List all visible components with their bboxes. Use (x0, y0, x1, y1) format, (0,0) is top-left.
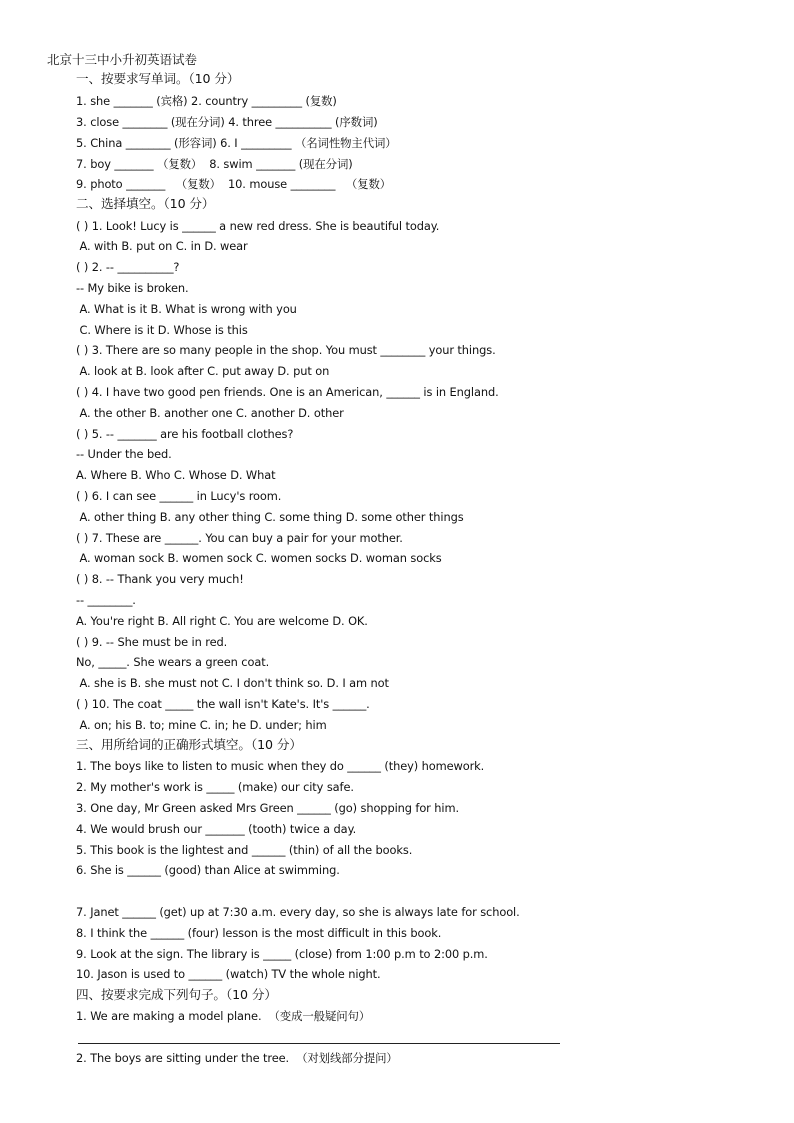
s2-line: A. What is it B. What is wrong with you (76, 302, 297, 316)
s1-row: 3. close ________ (现在分词) 4. three __________ (序数词) (76, 115, 378, 129)
s2-line: -- Under the bed. (76, 447, 172, 461)
s2-line: -- ________. (76, 593, 136, 607)
s2-line: A. she is B. she must not C. I don't think so. D. I am not (76, 676, 389, 690)
s3-line: 2. My mother's work is _____ (make) our city safe. (76, 780, 354, 794)
s2-line: A. with B. put on C. in D. wear (76, 239, 248, 253)
s3-line: 10. Jason is used to ______ (watch) TV the whole night. (76, 967, 381, 981)
exam-title: 北京十三中小升初英语试卷 (47, 52, 197, 67)
s3-line: 9. Look at the sign. The library is _____ (close) from 1:00 p.m to 2:00 p.m. (76, 947, 488, 961)
s2-line: A. look at B. look after C. put away D. put on (76, 364, 330, 378)
s2-line: ( ) 9. -- She must be in red. (76, 635, 228, 649)
s3-line: 6. She is ______ (good) than Alice at swimming. (76, 863, 340, 877)
section-3-heading: 三、用所给词的正确形式填空。（10 分） (76, 737, 302, 752)
s1-row: 9. photo _______ （复数） 10. mouse ________ （复数） (76, 177, 392, 191)
s2-line: A. woman sock B. women sock C. women socks D. woman socks (76, 551, 442, 565)
s2-line: A. You're right B. All right C. You are welcome D. OK. (76, 614, 368, 628)
s4-line: 2. The boys are sitting under the tree. （对划线部分提问） (76, 1051, 398, 1065)
s2-line: ( ) 7. These are ______. You can buy a pair for your mother. (76, 531, 403, 545)
s2-line: A. the other B. another one C. another D. other (76, 406, 344, 420)
s2-line: ( ) 1. Look! Lucy is ______ a new red dress. She is beautiful today. (76, 219, 440, 233)
s3-line: 8. I think the ______ (four) lesson is the most difficult in this book. (76, 926, 442, 940)
s3-line: 3. One day, Mr Green asked Mrs Green ______ (go) shopping for him. (76, 801, 459, 815)
section-1-heading: 一、按要求写单词。（10 分） (76, 71, 240, 86)
s2-line: ( ) 5. -- _______ are his football clothes? (76, 427, 294, 441)
s2-line: ( ) 4. I have two good pen friends. One is an American, ______ is in England. (76, 385, 499, 399)
s3-line: 1. The boys like to listen to music when they do ______ (they) homework. (76, 759, 485, 773)
s3-line: 5. This book is the lightest and ______ (thin) of all the books. (76, 843, 413, 857)
s3-line: 4. We would brush our _______ (tooth) twice a day. (76, 822, 357, 836)
s2-line: A. Where B. Who C. Whose D. What (76, 468, 276, 482)
s1-row: 1. she _______ (宾格) 2. country _________ (复数) (76, 94, 337, 108)
s2-line: ( ) 3. There are so many people in the shop. You must ________ your things. (76, 343, 496, 357)
s2-line: ( ) 8. -- Thank you very much! (76, 572, 244, 586)
section-4-heading: 四、按要求完成下列句子。（10 分） (76, 987, 277, 1002)
answer-blank-line (78, 1043, 560, 1044)
s2-line: A. other thing B. any other thing C. some thing D. some other things (76, 510, 464, 524)
s1-row: 5. China ________ (形容词) 6. I _________ （名词性物主代词） (76, 136, 397, 150)
s2-line: A. on; his B. to; mine C. in; he D. under; him (76, 718, 327, 732)
s2-line: ( ) 10. The coat _____ the wall isn't Kate's. It's ______. (76, 697, 370, 711)
s3-line: 7. Janet ______ (get) up at 7:30 a.m. every day, so she is always late for school. (76, 905, 520, 919)
s1-row: 7. boy _______ （复数） 8. swim _______ (现在分词) (76, 157, 353, 171)
s4-line: 1. We are making a model plane. （变成一般疑问句） (76, 1009, 371, 1023)
s2-line: -- My bike is broken. (76, 281, 189, 295)
s2-line: C. Where is it D. Whose is this (76, 323, 248, 337)
s2-line: ( ) 6. I can see ______ in Lucy's room. (76, 489, 282, 503)
section-2-heading: 二、选择填空。（10 分） (76, 196, 215, 211)
s2-line: No, _____. She wears a green coat. (76, 655, 270, 669)
s2-line: ( ) 2. -- __________? (76, 260, 180, 274)
